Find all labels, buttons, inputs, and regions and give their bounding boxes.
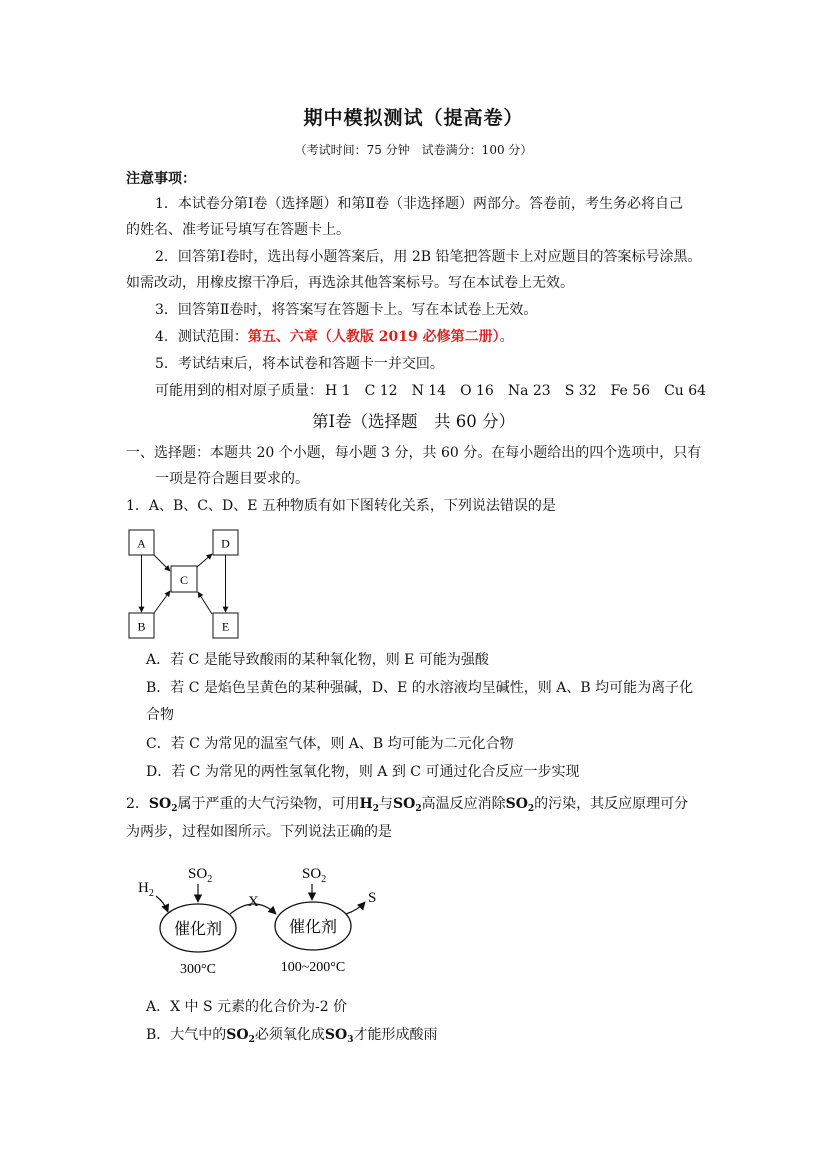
notice-2-line2: 如需改动，用橡皮擦干净后，再选涂其他答案标号。写在本试卷上无效。 — [126, 275, 574, 291]
q1-option-b-line2: 合物 — [146, 707, 174, 723]
temp-1: 300°C — [180, 962, 216, 977]
notice-heading: 注意事项： — [126, 171, 196, 187]
notice-1-line1: 1．本试卷分第Ⅰ卷（选择题）和第Ⅱ卷（非选择题）两部分。答卷前，考生务必将自己 — [155, 196, 683, 212]
q1-option-a: A．若 C 是能导致酸雨的某种氧化物，则 E 可能为强酸 — [146, 652, 489, 668]
s-label: S — [368, 890, 377, 906]
test-scope: 第五、六章（人教版 2019 必修第二册） — [247, 329, 500, 345]
section-heading: 第Ⅰ卷（选择题 共 60 分） — [311, 412, 515, 431]
arrow-h2 — [156, 896, 168, 912]
x-label: X — [248, 894, 259, 910]
catalyst-label-1: 催化剂 — [173, 921, 223, 938]
page-title: 期中模拟测试（提高卷） — [303, 107, 524, 129]
q2-process-diagram — [130, 852, 390, 982]
q2-stem-line1: 2．$SO_2$属于严重的大气污染物，可用$H_2$与$SO_2$高温反应消除$SO_2$的污染，其反应原理可分 — [126, 796, 689, 814]
label-e: E — [221, 619, 230, 634]
q2-option-b: B．大气中的$SO_2$必须氧化成$SO_3$才能形成酸雨 — [146, 1027, 438, 1045]
notice-5: 5．考试结束后，将本试卷和答题卡一并交回。 — [155, 356, 444, 372]
catalyst-label-2: 催化剂 — [288, 919, 338, 936]
notice-3: 3．回答第Ⅱ卷时，将答案写在答题卡上。写在本试卷上无效。 — [155, 302, 538, 318]
q1-option-d: D．若 C 为常见的两性氢氧化物，则 A 到 C 可通过化合反应一步实现 — [146, 764, 580, 780]
exam-info: （考试时间：75 分钟 试卷满分：100 分） — [294, 143, 533, 157]
q1-option-b-line1: B．若 C 是焰色呈黄色的某种强碱，D、E 的水溶液均呈碱性，则 A、B 均可能为离子化 — [146, 680, 694, 696]
arrow-s — [346, 902, 365, 914]
q2-stem-line2: 为两步，过程如图所示。下列说法正确的是 — [126, 824, 392, 840]
notice-1-line2: 的姓名、准考证号填写在答题卡上。 — [126, 222, 350, 238]
so2-label-2: $SO_2$ — [302, 866, 327, 885]
notice-2-line1: 2．回答第Ⅰ卷时，选出每小题答案后，用 2B 铅笔把答题卡上对应题目的答案标号涂黑。 — [155, 249, 702, 265]
label-c: C — [179, 573, 189, 587]
q1-conversion-diagram — [120, 522, 250, 642]
label-a: A — [137, 536, 146, 551]
temp-2: 100~200°C — [280, 960, 346, 975]
atomic-masses: 可能用到的相对原子质量： H 1 C 12 N 14 O 16 Na 23 S 32 Fe 56 Cu 64 — [155, 383, 707, 399]
arrow-a-c — [154, 555, 170, 571]
arrow-c-d — [197, 554, 212, 567]
arrow-b-c — [154, 591, 170, 613]
q1-option-c: C．若 C 为常见的温室气体，则 A、B 均可能为二元化合物 — [146, 736, 514, 752]
notice-4: 4．测试范围：第五、六章（人教版 2019 必修第二册）。 — [155, 329, 514, 345]
q1-stem: 1．A、B、C、D、E 五种物质有如下图转化关系，下列说法错误的是 — [126, 498, 556, 514]
section-instructions-line1: 一、选择题：本题共 20 个小题，每小题 3 分，共 60 分。在每小题给出的四个选项中，只有 — [126, 445, 702, 461]
arrow-e-c — [198, 592, 212, 614]
so2-label-1: $SO_2$ — [188, 866, 213, 885]
section-instructions-line2: 一项是符合题目要求的。 — [155, 471, 309, 487]
h2-label: $H_2$ — [138, 880, 154, 899]
label-b: B — [137, 619, 146, 634]
q2-option-a: A．X 中 S 元素的化合价为-2 价 — [146, 999, 348, 1015]
label-d: D — [221, 536, 230, 551]
